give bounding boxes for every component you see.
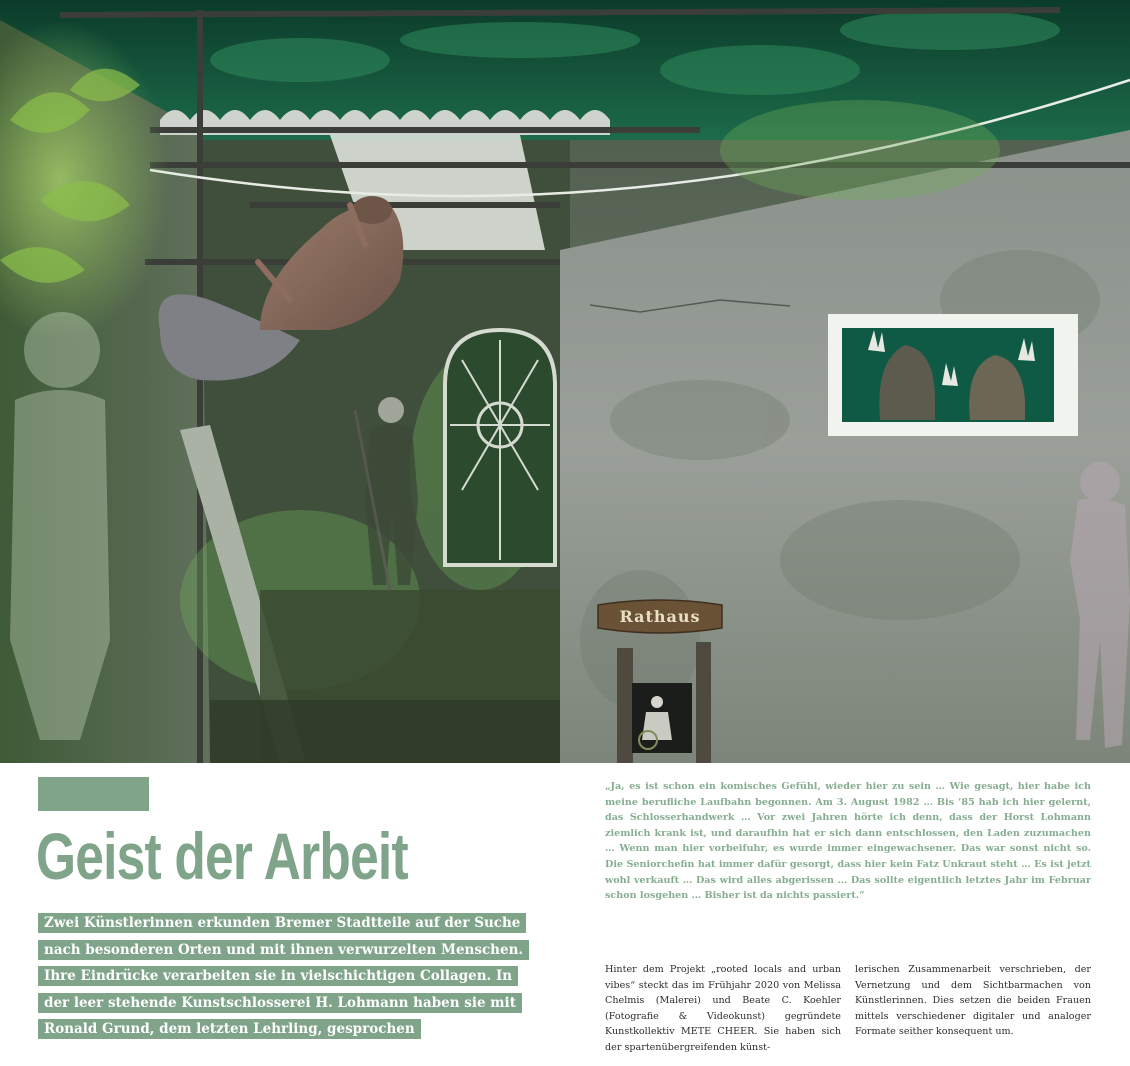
interview-quote: „Ja, es ist schon ein komisches Gefühl, wieder hier zu sein … Wie gesagt, hier habe ich meine berufliche Laufbahn begonnen. Am 3. August 1982 … Bis ’85 hab ich hier gelernt, das Schlosserhandwerk … Vor zwei Jahren hörte ich denn, dass der Horst Lohmann ziemlich krank ist, und daraufhin hat er sich dann entschlossen, den Laden zuzumachen … Wenn man hier vorbeifuhr, es wurde immer eingewachsener. Das war sonst nicht so. Die Seniorchefin hat immer dafür gesorgt, dass hier kein Fatz Unkraut steht … Es ist jetzt wohl verkauft … Das wird alles abgerissen … Das sollte eigentlich letztes Jahr im Februar schon losgehen … Bisher ist da nichts passiert.“ — [605, 781, 1091, 902]
arched-window — [445, 330, 555, 565]
lead-line: nach besonderen Orten und mit ihnen verwurzelten Menschen. — [38, 937, 538, 964]
lead-line: der leer stehende Kunstschlosserei H. Lohmann haben sie mit — [38, 990, 538, 1017]
body-column-1: Hinter dem Projekt „rooted locals and urban vibes“ steckt das im Frühjahr 2020 von Melissa Chelmis (Malerei) und Beate C. Koehler (Fotografie & Videokunst) gegründete Kunstkollektiv METE CHEER. Sie haben sich der spartenübergreifenden künst- — [605, 964, 841, 1053]
accent-bar — [38, 777, 149, 811]
rathaus-sign — [598, 600, 722, 633]
lead-line: Zwei Künstlerinnen erkunden Bremer Stadtteile auf der Suche — [38, 910, 538, 937]
window-two-women — [828, 314, 1078, 436]
body-column-2: lerischen Zusammenarbeit verschrieben, der Vernetzung und dem Sichtbarmachen von Künstlerinnen. Dies setzen die beiden Frauen mittels verschiedener digitaler und analoger Formate seither konsequent um. — [855, 964, 1091, 1038]
rathaus-sign-text: Rathaus — [619, 607, 701, 626]
article-lead — [38, 910, 538, 1043]
lead-line: Ronald Grund, dem letzten Lehrling, gesprochen — [38, 1016, 538, 1043]
lead-line: Ihre Eindrücke verarbeiten sie in vielschichtigen Collagen. In — [38, 963, 538, 990]
article-title: Geist der Arbeit — [36, 819, 408, 893]
